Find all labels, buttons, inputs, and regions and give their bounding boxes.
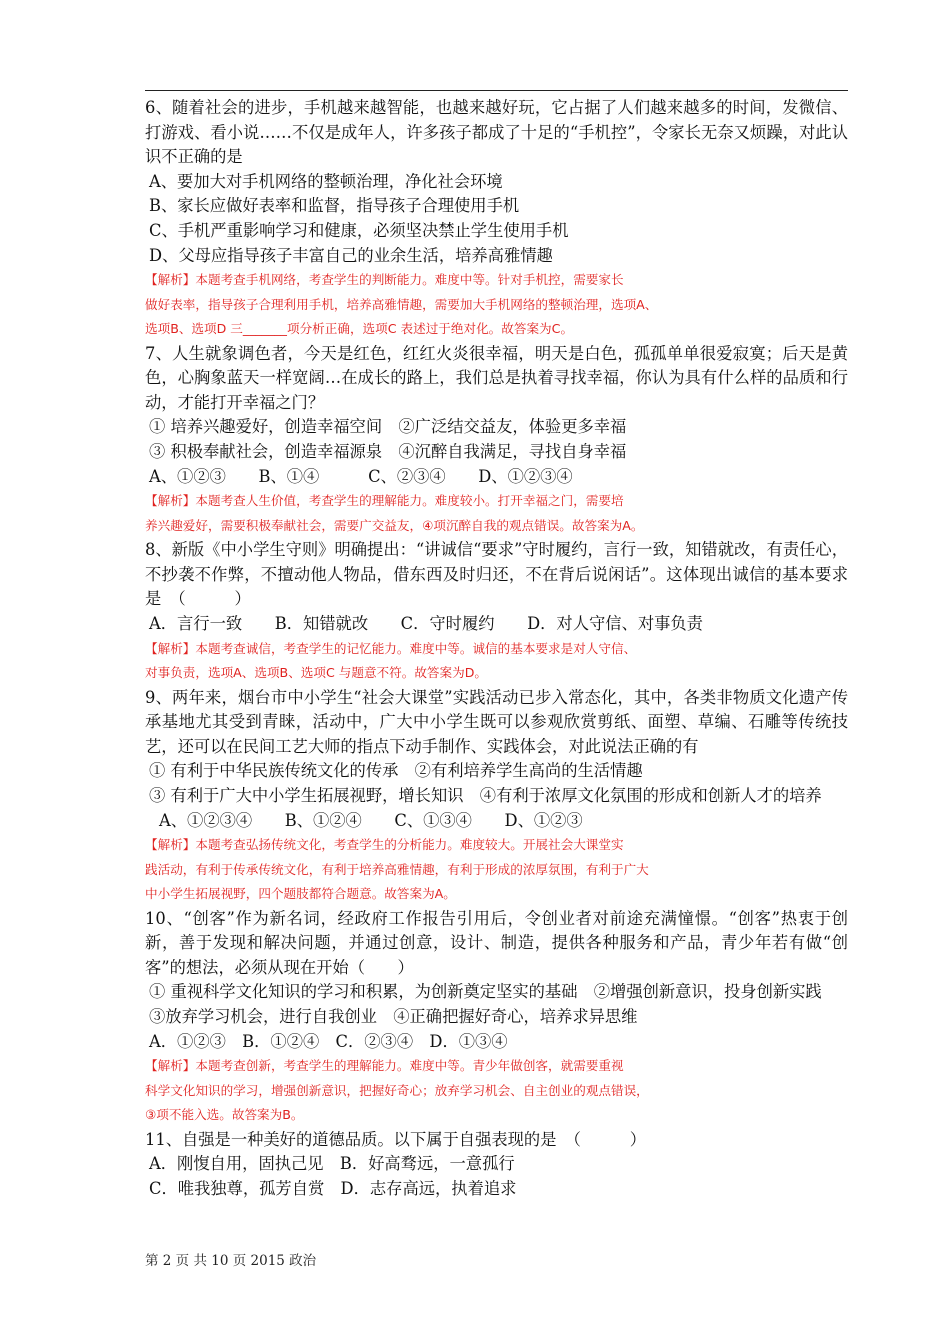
analysis-line: 选项B、选项D 三_______项分析正确，选项C 表述过于绝对化。故答案为C。 [145, 321, 574, 337]
question-option: A、要加大对手机网络的整顿治理，净化社会环境 [149, 171, 503, 191]
analysis-line: 【解析】本题考查创新，考查学生的理解能力。难度中等。青少年做创客，就需要重视 [145, 1058, 624, 1074]
question-stem: 6、随着社会的进步，手机越来越智能，也越来越好玩，它占据了人们越来越多的时间，发微信、打游戏、看小说……不仅是成年人，许多孩子都成了十足的“手机控”，令家长无奈又烦躁，对此认识不正确的是 [145, 98, 848, 167]
question-stem: 9、两年来，烟台市中小学生“社会大课堂”实践活动已步入常态化，其中，各类非物质文化遗产传承基地尤其受到青睐，活动中，广大中小学生既可以参观欣赏剪纸、面塑、草编、石雕等传统技艺，还可以在民间工艺大师的指点下动手制作、实践体会，对此说法正确的有 [145, 687, 848, 756]
question-stem: 7、人生就象调色者，今天是红色，红红火炎很幸福，明天是白色，孤孤单单很爱寂寞；后天是黄色，心胸象蓝天一样宽阔…在成长的路上，我们总是执着寻找幸福，你认为具有什么样的品质和行动，才能打开幸福之门？ [145, 343, 848, 412]
question-block [145, 1128, 848, 1202]
analysis-line: 践活动，有利于传承传统文化，有利于培养高雅情趣，有利于形成的浓厚氛围，有利于广大 [145, 861, 649, 877]
question-option: ① 培养兴趣爱好，创造幸福空间 ②广泛结交益友，体验更多幸福 [149, 417, 627, 437]
question-option: ① 重视科学文化知识的学习和积累，为创新奠定坚实的基础 ②增强创新意识，投身创新实践 [149, 982, 822, 1002]
question-block [145, 96, 848, 342]
question-option: C．唯我独尊，孤芳自赏 D．志存高远，执着追求 [149, 1178, 517, 1198]
analysis-line: 【解析】本题考查弘扬传统文化，考查学生的分析能力。难度较大。开展社会大课堂实 [145, 837, 624, 853]
question-option: A、①②③④ B、①②④ C、①③④ D、①②③ [159, 810, 583, 830]
analysis-line: 对事负责，选项A、选项B、选项C 与题意不符。故答案为D。 [145, 665, 487, 681]
question-option: B、家长应做好表率和监督，指导孩子合理使用手机 [149, 196, 520, 216]
question-option: ③ 积极奉献社会，创造幸福源泉 ④沉醉自我满足，寻找自身幸福 [149, 442, 627, 462]
question-stem: 8、新版《中小学生守则》明确提出：“讲诚信“要求”守时履约，言行一致，知错就改，有责任心，不抄袭不作弊，不擅动他人物品，借东西及时归还，不在背后说闲话”。这体现出诚信的基本要求是 （ ） [145, 540, 848, 609]
question-option: A．①②③ B．①②④ C．②③④ D．①③④ [149, 1031, 508, 1051]
question-option: ③ 有利于广大中小学生拓展视野，增长知识 ④有利于浓厚文化氛围的形成和创新人才的培养 [149, 785, 822, 805]
question-stem: 10、“创客”作为新名词，经政府工作报告引用后，令创业者对前途充满憧憬。“创客”热衷于创新，善于发现和解决问题，并通过创意，设计、制造，提供各种服务和产品，青少年若有做“创客”的想法，必须从现在开始（ ） [145, 908, 848, 977]
question-option: A．言行一致 B．知错就改 C．守时履约 D．对人守信、对事负责 [149, 614, 703, 633]
analysis-line: 做好表率，指导孩子合理利用手机，培养高雅情趣，需要加大手机网络的整顿治理，选项A、 [145, 296, 658, 312]
analysis-line: 【解析】本题考查手机网络，考查学生的判断能力。难度中等。针对手机控，需要家长 [145, 272, 624, 288]
question-option: A、①②③ B、①④ C、②③④ D、①②③④ [149, 466, 573, 486]
analysis-line: 【解析】本题考查人生价值，考查学生的理解能力。难度较小。打开幸福之门，需要培 [145, 493, 624, 509]
question-block [145, 686, 848, 907]
analysis-line: 科学文化知识的学习，增强创新意识，把握好奇心；放弃学习机会、自主创业的观点错误， [145, 1082, 649, 1098]
question-option: D、父母应指导孩子丰富自己的业余生活，培养高雅情趣 [149, 245, 553, 265]
header-rule [145, 90, 848, 91]
analysis-line: 【解析】本题考查诚信，考查学生的记忆能力。难度中等。诚信的基本要求是对人守信、 [145, 640, 637, 656]
analysis-line: ③项不能入选。故答案为B。 [145, 1107, 304, 1123]
question-block [145, 907, 848, 1128]
analysis-line: 养兴趣爱好，需要积极奉献社会，需要广交益友，④项沉醉自我的观点错误。故答案为A。 [145, 517, 644, 533]
question-block [145, 538, 848, 685]
question-option: C、手机严重影响学习和健康，必须坚决禁止学生使用手机 [149, 220, 569, 240]
page-footer: 第 2 页 共 10 页 2015 政治 [145, 1253, 317, 1269]
analysis-line: 中小学生拓展视野，四个题肢都符合题意。故答案为A。 [145, 886, 456, 902]
question-list [145, 96, 848, 1202]
question-option: ① 有利于中华民族传统文化的传承 ②有利培养学生高尚的生活情趣 [149, 761, 643, 781]
question-option: A．刚愎自用，固执己见 B．好高骛远，一意孤行 [149, 1154, 515, 1174]
question-option: ③放弃学习机会，进行自我创业 ④正确把握好奇心，培养求异思维 [149, 1007, 638, 1027]
question-block [145, 342, 848, 539]
question-stem: 11、自强是一种美好的道德品质。以下属于自强表现的是 （ ） [145, 1129, 647, 1149]
